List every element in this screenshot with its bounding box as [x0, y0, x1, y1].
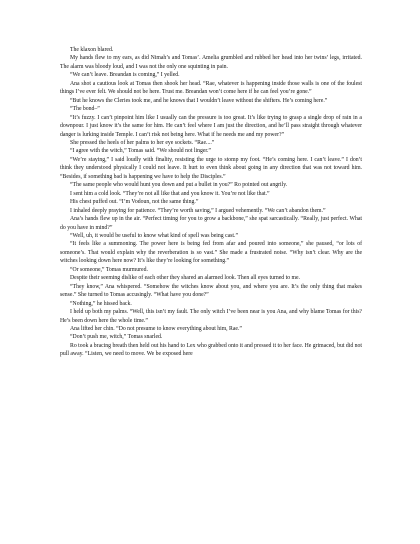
paragraph: The klaxon blared.: [70, 47, 114, 53]
paragraph: Ana shot a cautious look at Tomas then shook her head. “Rae, whatever is happening inside those walls is one of the foulest things I’ve ever felt. We should not be here. Trust me. Breandan won’t come here if he can feel you’re gone.”: [60, 80, 362, 96]
paragraph: “Don’t push me, witch,” Tomas snarled.: [70, 334, 163, 341]
paragraph: Ana lifted her chin. “Do not presume to know everything about him, Rae.”: [70, 325, 242, 332]
paragraph: She pressed the heels of her palms to her eye sockets. “Rae....”: [70, 139, 215, 146]
paragraph: Ro took a bracing breath then held out his hand to Lex who grabbed onto it and pressed it to her face. He grimaced, but did not pull away. “Listen, we need to move. We be exposed here: [60, 342, 362, 358]
paragraph: “Well, uh, it would be useful to know what kind of spell was being cast.”: [70, 232, 239, 239]
paragraph: “They know,” Ana whispered. “Somehow the witches know about you, and where you are. It’s the only thing that makes sense.” She turned to Tomas accusingly. “What have you done?”: [60, 283, 362, 299]
paragraph: “The same people who would hunt you down and put a bullet in you?” Ro pointed out angrily.: [70, 182, 288, 189]
paragraph: I inhaled deeply praying for patience. “They’re worth saving,” I argued vehemently. “We can’t abandon them.”: [70, 207, 326, 214]
paragraph: “Nothing,” he hissed back.: [70, 300, 132, 307]
paragraph: “It feels like a summoning. The power here is being fed from afar and poured into someone,” she paused, “or lots of someone’s. That would explain why the reverberation is so vast.” She made a frustrated noise. “Why isn’t clear. Why are the witches looking down here now? It’s like they’re looking for something.”: [60, 241, 362, 265]
paragraph: “The bond–”: [70, 106, 100, 113]
paragraph: Ana’s hands flew up in the air. “Perfect timing for you to grow a backbone,” she spat sarcastically. “Really, just perfect. What do you have in mind?”: [60, 216, 362, 231]
paragraph: “We can’t leave. Breandan is coming,” I yelled.: [70, 72, 180, 79]
paragraph: “We’re staying,” I said loudly with finality, resisting the urge to stomp my foot. “He’s coming here. I can’t leave.” I don’t think they understood physically I could not leave. It hurt to even think about going in any direction that was not toward him. “Besides, if something bad is happening we have to help the Disciples.”: [60, 156, 362, 180]
paragraph: “I agree with the witch,” Tomas said. “We should not linger.”: [70, 148, 211, 155]
paragraph: Despite their seeming dislike of each other they shared an alarmed look. Then all eyes turned to me.: [70, 275, 300, 282]
paragraph: “It’s fuzzy. I can’t pinpoint him like I usually can the pressure is too great. It’s like trying to grasp a single drop of rain in a downpour. I just know it’s the same for him. He can’t feel where I am just the direction, and he’ll pass straight through whatever danger is lurking inside Temple. I can’t risk not being here. What if he needs me and my power?”: [60, 114, 362, 138]
paragraph: “But he knows the Cleries took me, and he knows that I wouldn’t leave without the shifters. He’s coming here.”: [70, 97, 328, 104]
paragraph: I sent him a cold look. “They’re not all like that and you know it. You’re not like that.”: [70, 190, 270, 197]
paragraph: I held up both my palms. “Well, this isn’t my fault. The only witch I’ve been near is you Ana, and why blame Tomas for this? He’s been down here the whole time.”: [60, 309, 362, 324]
paragraph: “Or someone,” Tomas murmured.: [70, 266, 148, 273]
paragraph: His chest puffed out. “I’m Vodoun, not the same thing.”: [70, 199, 199, 206]
body-text: [60, 46, 362, 359]
paragraph: My hands flew to my ears, as did Nimah’s and Tomas’. Amelia grumbled and rubbed her head into her twins’ legs, irritated. The alarm was bloody loud, and I was not the only one squinting in pain.: [60, 55, 362, 70]
